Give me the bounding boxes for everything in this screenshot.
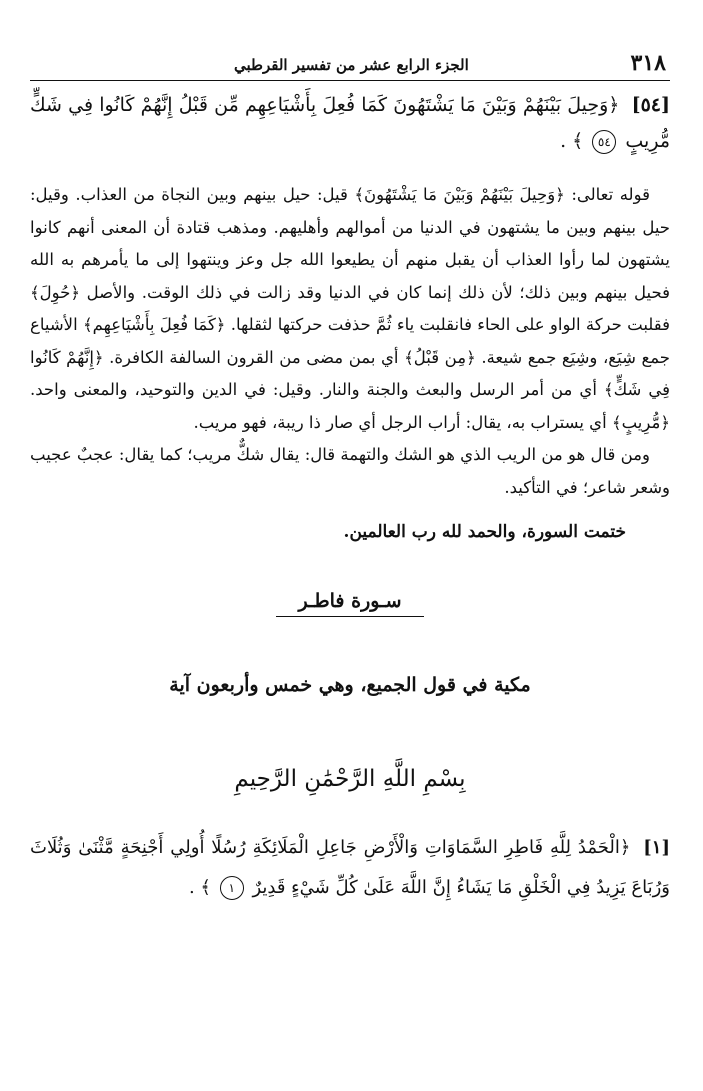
basmala (30, 766, 670, 792)
verse-end: ﴾ . (188, 877, 211, 898)
basmala-text: بِسْمِ اللَّهِ الرَّحْمَٰنِ الرَّحِيمِ (234, 766, 466, 792)
revelation-note: مكية في قول الجميع، وهي خمس وأربعون آية (169, 674, 531, 696)
commentary (30, 179, 670, 504)
verse-text: ﴿الْحَمْدُ لِلَّهِ فَاطِرِ السَّمَاوَاتِ وَالْأَرْضِ جَاعِلِ الْمَلَائِكَةِ رُسُلًا أُولِي أَجْنِحَةٍ مَّثْنَىٰ وَثُلَاثَ وَرُبَاعَ يَزِيدُ فِي الْخَلْقِ مَا يَشَاءُ إِنَّ اللَّهَ عَلَىٰ كُلِّ شَيْءٍ قَدِيرٌ (30, 837, 670, 898)
page-number: ٣١٨ (630, 50, 666, 76)
closing-line: ختمت السورة، والحمد لله رب العالمين. (343, 522, 626, 542)
commentary-paragraph: ومن قال هو من الريب الذي هو الشك والتهمة قال: يقال شكٌّ مريب؛ كما يقال: عجبٌ عجيب وشعر شاعر؛ في التأكيد. (30, 445, 670, 497)
verse-1 (30, 828, 670, 908)
verse-54 (30, 87, 670, 159)
book-page (30, 50, 670, 908)
page-header (30, 50, 670, 81)
surah-title (30, 590, 670, 612)
ayah-marker: ٥٤ (592, 130, 616, 154)
verse-number: [٥٤] (631, 94, 670, 116)
running-title: الجزء الرابع عشر من تفسير القرطبي (234, 56, 469, 74)
commentary-paragraph: قوله تعالى: ﴿وَحِيلَ بَيْنَهُمْ وَبَيْنَ مَا يَشْتَهُونَ﴾ قيل: حيل بينهم وبين النجاة من العذاب. وقيل: حيل بينهم وبين ما يشتهون في الدنيا من أموالهم وأهليهم. ومذهب قتادة أن المعنى أنهم كانوا يشتهون لما رأوا العذاب أن يقبل منهم أن يطيعوا الله جل وعز وينتهوا إلى ما يأمرهم به الله فحيل بينهم وبين ذلك؛ لأن ذلك إنما كان في الدنيا وقد زالت في ذلك الوقت. والأصل ﴿حُوِلَ﴾ فقلبت حركة الواو على الحاء فانقلبت ياء ثُمَّ حذفت حركتها لثقلها. ﴿كَمَا فُعِلَ بِأَشْيَاعِهِم﴾ الأشياع جمع شِيَع، وشِيَع جمع شيعة. ﴿مِن قَبْلُ﴾ أي بمن مضى من القرون السالفة الكافرة. ﴿إِنَّهُمْ كَانُوا فِي شَكٍّ﴾ أي من أمر الرسل والبعث والجنة والنار. وقيل: في الدين والتوحيد، والمعنى واحد. ﴿مُّرِيبٍ﴾ أي يستراب به، يقال: أراب الرجل أي صار ذا ريبة، فهو مريب. (30, 185, 670, 432)
verse-text: ﴿وَحِيلَ بَيْنَهُمْ وَبَيْنَ مَا يَشْتَهُونَ كَمَا فُعِلَ بِأَشْيَاعِهِم مِّن قَبْلُ إِنَّهُمْ كَانُوا فِي شَكٍّ مُّرِيبٍ (30, 94, 670, 152)
verse-end: ﴾ . (560, 130, 584, 152)
ayah-marker: ١ (220, 876, 244, 900)
surah-title-text: سـورة فاطـر (276, 590, 423, 617)
verse-number: [١] (643, 837, 670, 858)
